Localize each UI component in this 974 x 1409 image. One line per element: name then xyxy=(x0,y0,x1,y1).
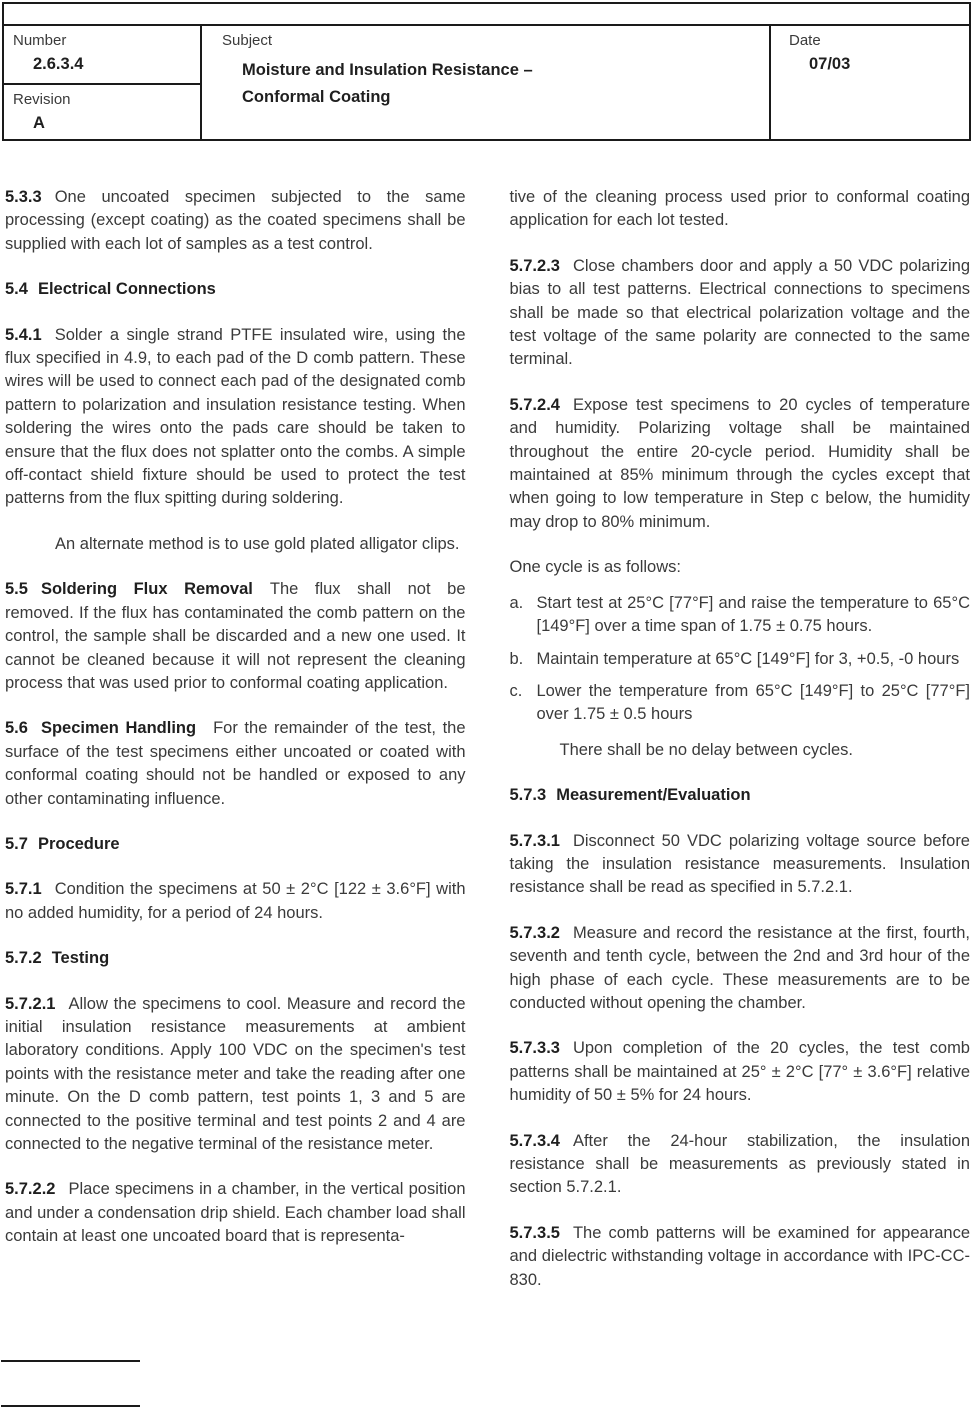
section-number: 5.7.3.2 xyxy=(509,923,560,942)
section-number: 5.7.3.3 xyxy=(509,1039,560,1058)
header-top-row xyxy=(4,4,969,26)
paragraph-text: Close chambers door and apply a 50 VDC polarizing bias to all test patterns. Electrical connections to specimens shall be made so that electrical polarization voltage and the test voltage of the same polarity are connected to the same terminal. xyxy=(509,256,970,369)
section-heading-5-4 xyxy=(5,278,466,301)
section-number: 5.7.2 xyxy=(5,949,42,968)
paragraph-text: tive of the cleaning process used prior to conformal coating application for each lot tested. xyxy=(509,188,970,230)
revision-value: A xyxy=(33,114,45,132)
section-heading-5-7-3 xyxy=(510,784,971,807)
header-main-row xyxy=(4,26,969,139)
paragraph-text: One cycle is as follows: xyxy=(509,558,681,577)
list-marker: a. xyxy=(509,593,524,612)
section-number: 5.7.3.5 xyxy=(509,1223,560,1242)
section-number: 5.7.1 xyxy=(5,880,42,899)
paragraph-text: For the remainder of the test, the surface of the test specimens either uncoated or coated with conformal coating should not be handled or exposed to any other contaminating influence. xyxy=(5,719,466,808)
section-paragraph-5-7-2-4 xyxy=(510,394,971,534)
paragraph-text: Solder a single strand PTFE insulated wire, using the flux specified in 4.9, to each pad of the D comb pattern. These wires will be used to connect each pad of the designated comb pattern to polarization and insulation resistance testing. When soldering the wires onto the pads care should be taken to ensure that the flux does not splatter onto the combs. A simple off-contact shield fixture should be used to protect the test patterns from the flux spitting during soldering. xyxy=(5,325,466,508)
paragraph-text: An alternate method is to use gold plated alligator clips. xyxy=(55,534,460,553)
section-number: 5.7.3.4 xyxy=(509,1131,560,1150)
section-paragraph-5-7-1 xyxy=(5,878,466,925)
subject-title xyxy=(242,57,769,111)
list-item-c xyxy=(510,680,971,727)
section-paragraph-5-6 xyxy=(5,717,466,811)
paragraph-text: Place specimens in a chamber, in the vertical position and under a condensation drip shield. Each chamber load shall contain at least one uncoated board that is representa- xyxy=(5,1180,466,1246)
number-label: Number xyxy=(13,32,67,49)
paragraph-text: Disconnect 50 VDC polarizing voltage source before taking the insulation resistance measurements. Insulation resistance shall be read as specified in 5.7.2.1. xyxy=(509,831,970,897)
content-columns xyxy=(5,186,970,1314)
paragraph-text: Expose test specimens to 20 cycles of temperature and humidity. Polarizing voltage shall be maintained throughout the entire 20-cycle period. Humidity shall be maintained at 85% minimum through the cycles except that when going to low temperature in Step c below, the humidity may drop to 80% minimum. xyxy=(509,395,970,531)
section-number: 5.7.2.3 xyxy=(509,256,560,275)
runin-title: Soldering Flux Removal xyxy=(40,580,253,599)
section-paragraph-5-7-3-3 xyxy=(510,1037,971,1107)
subject-cell xyxy=(202,26,771,139)
paragraph-text: After the 24-hour stabilization, the insulation resistance shall be measurements as previously stated in section 5.7.2.1. xyxy=(509,1131,970,1197)
paragraph-text: The comb patterns will be examined for appearance and dielectric withstanding voltage in accordance with IPC-CC-830. xyxy=(509,1223,970,1289)
section-number: 5.6 xyxy=(5,719,28,738)
date-value: 07/03 xyxy=(809,55,851,73)
heading-title: Electrical Connections xyxy=(37,280,216,299)
section-paragraph-5-7-3-1 xyxy=(510,830,971,900)
paragraph-text: One uncoated specimen subjected to the same processing (except coating) as the coated specimens shall be supplied with each lot of samples as a test control. xyxy=(5,188,466,253)
revision-cell xyxy=(4,85,200,139)
paragraph-text: Upon completion of the 20 cycles, the test comb patterns shall be maintained at 25° ± 2°C [77° ± 3.6°F] relative humidity of 50 ± 5% for 24 hours. xyxy=(509,1039,970,1105)
document-header-table xyxy=(2,2,971,141)
number-cell xyxy=(4,26,200,85)
list-marker: b. xyxy=(509,649,524,668)
section-number: 5.7.2.2 xyxy=(5,1180,56,1199)
section-number: 5.4 xyxy=(5,280,28,299)
runin-title: Specimen Handling xyxy=(40,719,197,738)
section-paragraph-5-5 xyxy=(5,578,466,695)
subject-title-line1: Moisture and Insulation Resistance – xyxy=(242,61,533,79)
section-number: 5.7 xyxy=(5,834,28,853)
section-paragraph-5-7-2-3 xyxy=(510,255,971,372)
date-label: Date xyxy=(789,32,821,49)
list-item-b xyxy=(510,648,971,671)
list-item-text: Start test at 25°C [77°F] and raise the temperature to 65°C [149°F] over a time span of 1.75 ± 0.75 hours. xyxy=(536,593,970,636)
section-number: 5.7.3 xyxy=(509,786,547,805)
paragraph-text: Measure and record the resistance at the first, fourth, seventh and tenth cycle, between the 2nd and 3rd hour of the high phase of each cycle. These measurements are to be conducted without opening the chamber. xyxy=(509,923,970,1012)
revision-label: Revision xyxy=(13,91,71,108)
section-number: 5.7.2.4 xyxy=(509,395,560,414)
paragraph-text: Condition the specimens at 50 ± 2°C [122 ± 3.6°F] with no added humidity, for a period of 24 hours. xyxy=(5,880,466,922)
heading-title: Measurement/Evaluation xyxy=(556,786,751,805)
number-value: 2.6.3.4 xyxy=(33,55,84,73)
heading-title: Procedure xyxy=(37,834,120,853)
section-number: 5.7.2.1 xyxy=(5,994,56,1013)
list-item-a xyxy=(510,592,971,639)
footnote-rule-2 xyxy=(1,1405,140,1407)
section-number: 5.5 xyxy=(5,580,28,599)
right-column xyxy=(510,186,971,1314)
section-heading-5-7-2 xyxy=(5,947,466,970)
subject-label: Subject xyxy=(222,32,273,49)
paragraph-text: The flux shall not be removed. If the flux has contaminated the comb pattern on the control, the sample shall be discarded and a new one used. It cannot be cleaned because it will not represent the cleaning process that was used prior to conformal coating application. xyxy=(5,580,466,692)
header-left-column xyxy=(4,26,202,139)
section-paragraph-5-7-3-5 xyxy=(510,1222,971,1292)
heading-title: Testing xyxy=(51,949,110,968)
section-paragraph-5-4-1 xyxy=(5,324,466,511)
left-column xyxy=(5,186,466,1314)
section-number: 5.7.3.1 xyxy=(509,831,560,850)
section-heading-5-7 xyxy=(5,833,466,856)
cycle-intro-paragraph xyxy=(510,556,971,579)
continuation-paragraph xyxy=(510,186,971,233)
subject-title-line2: Conformal Coating xyxy=(242,88,391,106)
section-paragraph-5-7-2-2 xyxy=(5,1178,466,1248)
date-cell xyxy=(771,26,969,139)
footnote-rule-1 xyxy=(1,1360,140,1362)
list-item-text: Maintain temperature at 65°C [149°F] for 3, +0.5, -0 hours xyxy=(536,649,960,668)
section-paragraph-5-7-2-1 xyxy=(5,993,466,1157)
section-paragraph-5-3-3 xyxy=(5,186,466,256)
section-paragraph-5-7-3-4 xyxy=(510,1130,971,1200)
note-paragraph xyxy=(5,533,466,556)
list-marker: c. xyxy=(509,681,523,700)
paragraph-text: Allow the specimens to cool. Measure and record the initial insulation resistance measurements at ambient laboratory conditions. Apply 100 VDC on the specimen's test points with the resistance meter and take the reading after one minute. On the D comb pattern, test points 1, 3 and 5 are connected to the positive terminal and test points 2 and 4 are connected to the negative terminal of the resistance meter. xyxy=(5,994,466,1153)
section-paragraph-5-7-3-2 xyxy=(510,922,971,1016)
paragraph-text: There shall be no delay between cycles. xyxy=(559,740,854,759)
list-item-text: Lower the temperature from 65°C [149°F] to 25°C [77°F] over 1.75 ± 0.5 hours xyxy=(536,681,970,724)
section-number: 5.3.3 xyxy=(5,188,42,206)
note-paragraph xyxy=(510,739,971,762)
section-number: 5.4.1 xyxy=(5,325,42,344)
